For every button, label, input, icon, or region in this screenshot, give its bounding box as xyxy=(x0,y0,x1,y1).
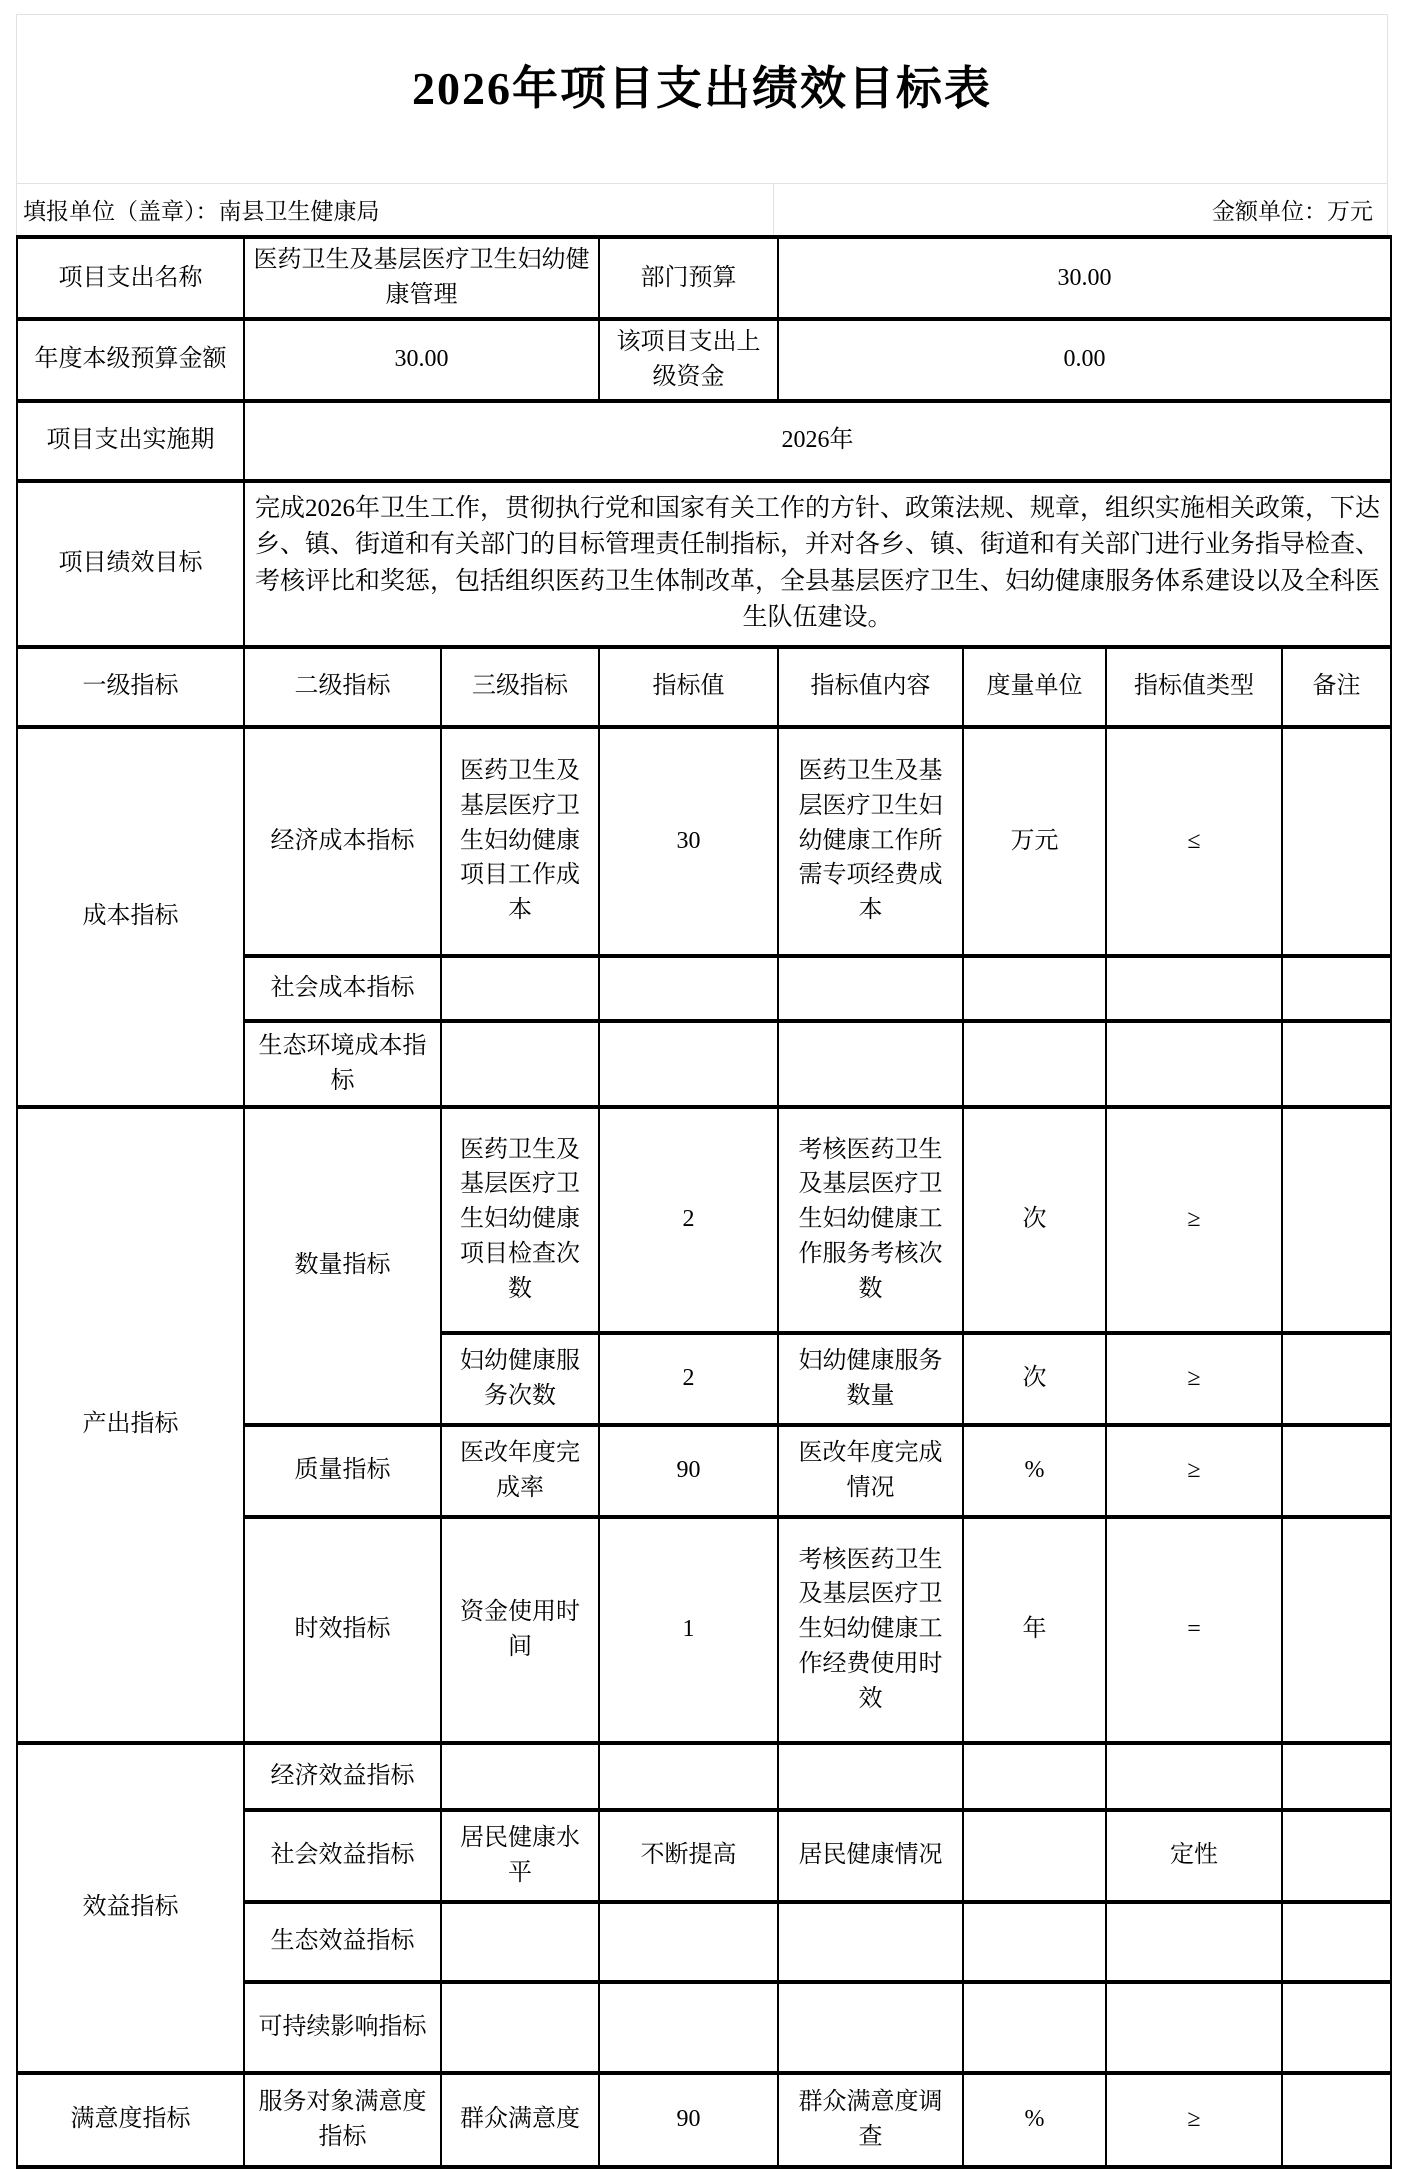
indicator-row xyxy=(17,1107,1391,1333)
level3-cell: 妇幼健康服务次数 xyxy=(441,1333,599,1425)
type-cell: ≥ xyxy=(1106,2073,1282,2167)
type-cell xyxy=(1106,1902,1282,1982)
period-label: 项目支出实施期 xyxy=(17,401,244,481)
unit-cell xyxy=(963,1810,1106,1902)
value-cell: 90 xyxy=(599,1425,778,1517)
note-cell xyxy=(1282,727,1391,956)
value-cell xyxy=(599,1902,778,1982)
reporting-unit: 填报单位（盖章）：南县卫生健康局 xyxy=(17,184,774,235)
note-cell xyxy=(1282,1333,1391,1425)
page-title: 2026年项目支出绩效目标表 xyxy=(412,63,992,114)
info-row-annual-budget xyxy=(17,319,1391,401)
level3-cell: 医药卫生及基层医疗卫生妇幼健康项目工作成本 xyxy=(441,727,599,956)
note-cell xyxy=(1282,956,1391,1021)
indicator-row xyxy=(17,1743,1391,1810)
content-cell xyxy=(778,1743,963,1810)
content-cell xyxy=(778,1902,963,1982)
note-cell xyxy=(1282,1902,1391,1982)
note-cell xyxy=(1282,1517,1391,1743)
level3-cell: 群众满意度 xyxy=(441,2073,599,2167)
performance-target-table xyxy=(16,235,1392,2169)
header-note: 备注 xyxy=(1282,647,1391,727)
note-cell xyxy=(1282,1425,1391,1517)
info-row-goal xyxy=(17,481,1391,647)
value-cell: 2 xyxy=(599,1333,778,1425)
unit-cell: 年 xyxy=(963,1517,1106,1743)
level3-cell xyxy=(441,1021,599,1107)
type-cell: ≥ xyxy=(1106,1425,1282,1517)
unit-cell: 次 xyxy=(963,1333,1106,1425)
unit-cell xyxy=(963,1982,1106,2073)
goal-value: 完成2026年卫生工作，贯彻执行党和国家有关工作的方针、政策法规、规章，组织实施相关政策，下达乡、镇、街道和有关部门的目标管理责任制指标，并对各乡、镇、街道和有关部门进行业务指导检查、考核评比和奖惩，包括组织医药卫生体制改革，全县基层医疗卫生、妇幼健康服务体系建设以及全科医生队伍建设。 xyxy=(244,481,1391,647)
content-cell: 医改年度完成情况 xyxy=(778,1425,963,1517)
info-row-period xyxy=(17,401,1391,481)
type-cell: = xyxy=(1106,1517,1282,1743)
level3-cell xyxy=(441,1982,599,2073)
level3-cell xyxy=(441,1902,599,1982)
type-cell xyxy=(1106,1021,1282,1107)
value-cell xyxy=(599,1021,778,1107)
section-label-satisfaction: 满意度指标 xyxy=(17,2073,244,2167)
type-cell xyxy=(1106,1982,1282,2073)
section-label-benefit: 效益指标 xyxy=(17,1743,244,2073)
level2-cell: 可持续影响指标 xyxy=(244,1982,441,2073)
content-cell: 考核医药卫生及基层医疗卫生妇幼健康工作服务考核次数 xyxy=(778,1107,963,1333)
note-cell xyxy=(1282,1743,1391,1810)
value-cell: 2 xyxy=(599,1107,778,1333)
value-cell xyxy=(599,1743,778,1810)
value-cell xyxy=(599,1982,778,2073)
level2-cell: 服务对象满意度指标 xyxy=(244,2073,441,2167)
note-cell xyxy=(1282,1107,1391,1333)
value-cell: 不断提高 xyxy=(599,1810,778,1902)
period-value: 2026年 xyxy=(244,401,1391,481)
content-cell: 考核医药卫生及基层医疗卫生妇幼健康工作经费使用时效 xyxy=(778,1517,963,1743)
unit-cell: % xyxy=(963,2073,1106,2167)
indicator-row xyxy=(17,727,1391,956)
type-cell: 定性 xyxy=(1106,1810,1282,1902)
level2-cell: 生态环境成本指标 xyxy=(244,1021,441,1107)
level2-cell: 社会成本指标 xyxy=(244,956,441,1021)
note-cell xyxy=(1282,1021,1391,1107)
value-cell: 90 xyxy=(599,2073,778,2167)
level3-cell xyxy=(441,956,599,1021)
level2-cell: 生态效益指标 xyxy=(244,1902,441,1982)
header-level2: 二级指标 xyxy=(244,647,441,727)
level3-cell: 医改年度完成率 xyxy=(441,1425,599,1517)
level2-cell: 经济成本指标 xyxy=(244,727,441,956)
type-cell xyxy=(1106,1743,1282,1810)
value-cell xyxy=(599,956,778,1021)
content-cell xyxy=(778,1021,963,1107)
info-row-project-name xyxy=(17,237,1391,319)
indicator-row xyxy=(17,2073,1391,2167)
header-level1: 一级指标 xyxy=(17,647,244,727)
unit-cell: % xyxy=(963,1425,1106,1517)
level3-cell: 资金使用时间 xyxy=(441,1517,599,1743)
unit-cell: 万元 xyxy=(963,727,1106,956)
level3-cell xyxy=(441,1743,599,1810)
header-content: 指标值内容 xyxy=(778,647,963,727)
unit-cell xyxy=(963,1021,1106,1107)
goal-label: 项目绩效目标 xyxy=(17,481,244,647)
project-name-label: 项目支出名称 xyxy=(17,237,244,319)
dept-budget-value: 30.00 xyxy=(778,237,1391,319)
header-type: 指标值类型 xyxy=(1106,647,1282,727)
type-cell: ≥ xyxy=(1106,1333,1282,1425)
dept-budget-label: 部门预算 xyxy=(599,237,778,319)
content-cell xyxy=(778,1982,963,2073)
section-label-output: 产出指标 xyxy=(17,1107,244,1743)
project-name-value: 医药卫生及基层医疗卫生妇幼健康管理 xyxy=(244,237,599,319)
value-cell: 1 xyxy=(599,1517,778,1743)
meta-row xyxy=(16,183,1388,235)
section-label-cost: 成本指标 xyxy=(17,727,244,1107)
annual-budget-label: 年度本级预算金额 xyxy=(17,319,244,401)
note-cell xyxy=(1282,2073,1391,2167)
header-unit: 度量单位 xyxy=(963,647,1106,727)
upper-fund-label: 该项目支出上级资金 xyxy=(599,319,778,401)
content-cell: 居民健康情况 xyxy=(778,1810,963,1902)
note-cell xyxy=(1282,1982,1391,2073)
upper-fund-value: 0.00 xyxy=(778,319,1391,401)
note-cell xyxy=(1282,1810,1391,1902)
unit-cell xyxy=(963,956,1106,1021)
header-level3: 三级指标 xyxy=(441,647,599,727)
content-cell: 群众满意度调查 xyxy=(778,2073,963,2167)
type-cell: ≥ xyxy=(1106,1107,1282,1333)
amount-unit: 金额单位：万元 xyxy=(1212,199,1373,224)
level2-cell: 时效指标 xyxy=(244,1517,441,1743)
indicator-header-row xyxy=(17,647,1391,727)
level2-cell: 社会效益指标 xyxy=(244,1810,441,1902)
annual-budget-value: 30.00 xyxy=(244,319,599,401)
level3-cell: 医药卫生及基层医疗卫生妇幼健康项目检查次数 xyxy=(441,1107,599,1333)
header-value: 指标值 xyxy=(599,647,778,727)
content-cell xyxy=(778,956,963,1021)
type-cell: ≤ xyxy=(1106,727,1282,956)
type-cell xyxy=(1106,956,1282,1021)
level2-cell: 数量指标 xyxy=(244,1107,441,1425)
level2-cell: 经济效益指标 xyxy=(244,1743,441,1810)
value-cell: 30 xyxy=(599,727,778,956)
content-cell: 妇幼健康服务数量 xyxy=(778,1333,963,1425)
level2-cell: 质量指标 xyxy=(244,1425,441,1517)
unit-cell xyxy=(963,1902,1106,1982)
unit-cell: 次 xyxy=(963,1107,1106,1333)
content-cell: 医药卫生及基层医疗卫生妇幼健康工作所需专项经费成本 xyxy=(778,727,963,956)
level3-cell: 居民健康水平 xyxy=(441,1810,599,1902)
unit-cell xyxy=(963,1743,1106,1810)
